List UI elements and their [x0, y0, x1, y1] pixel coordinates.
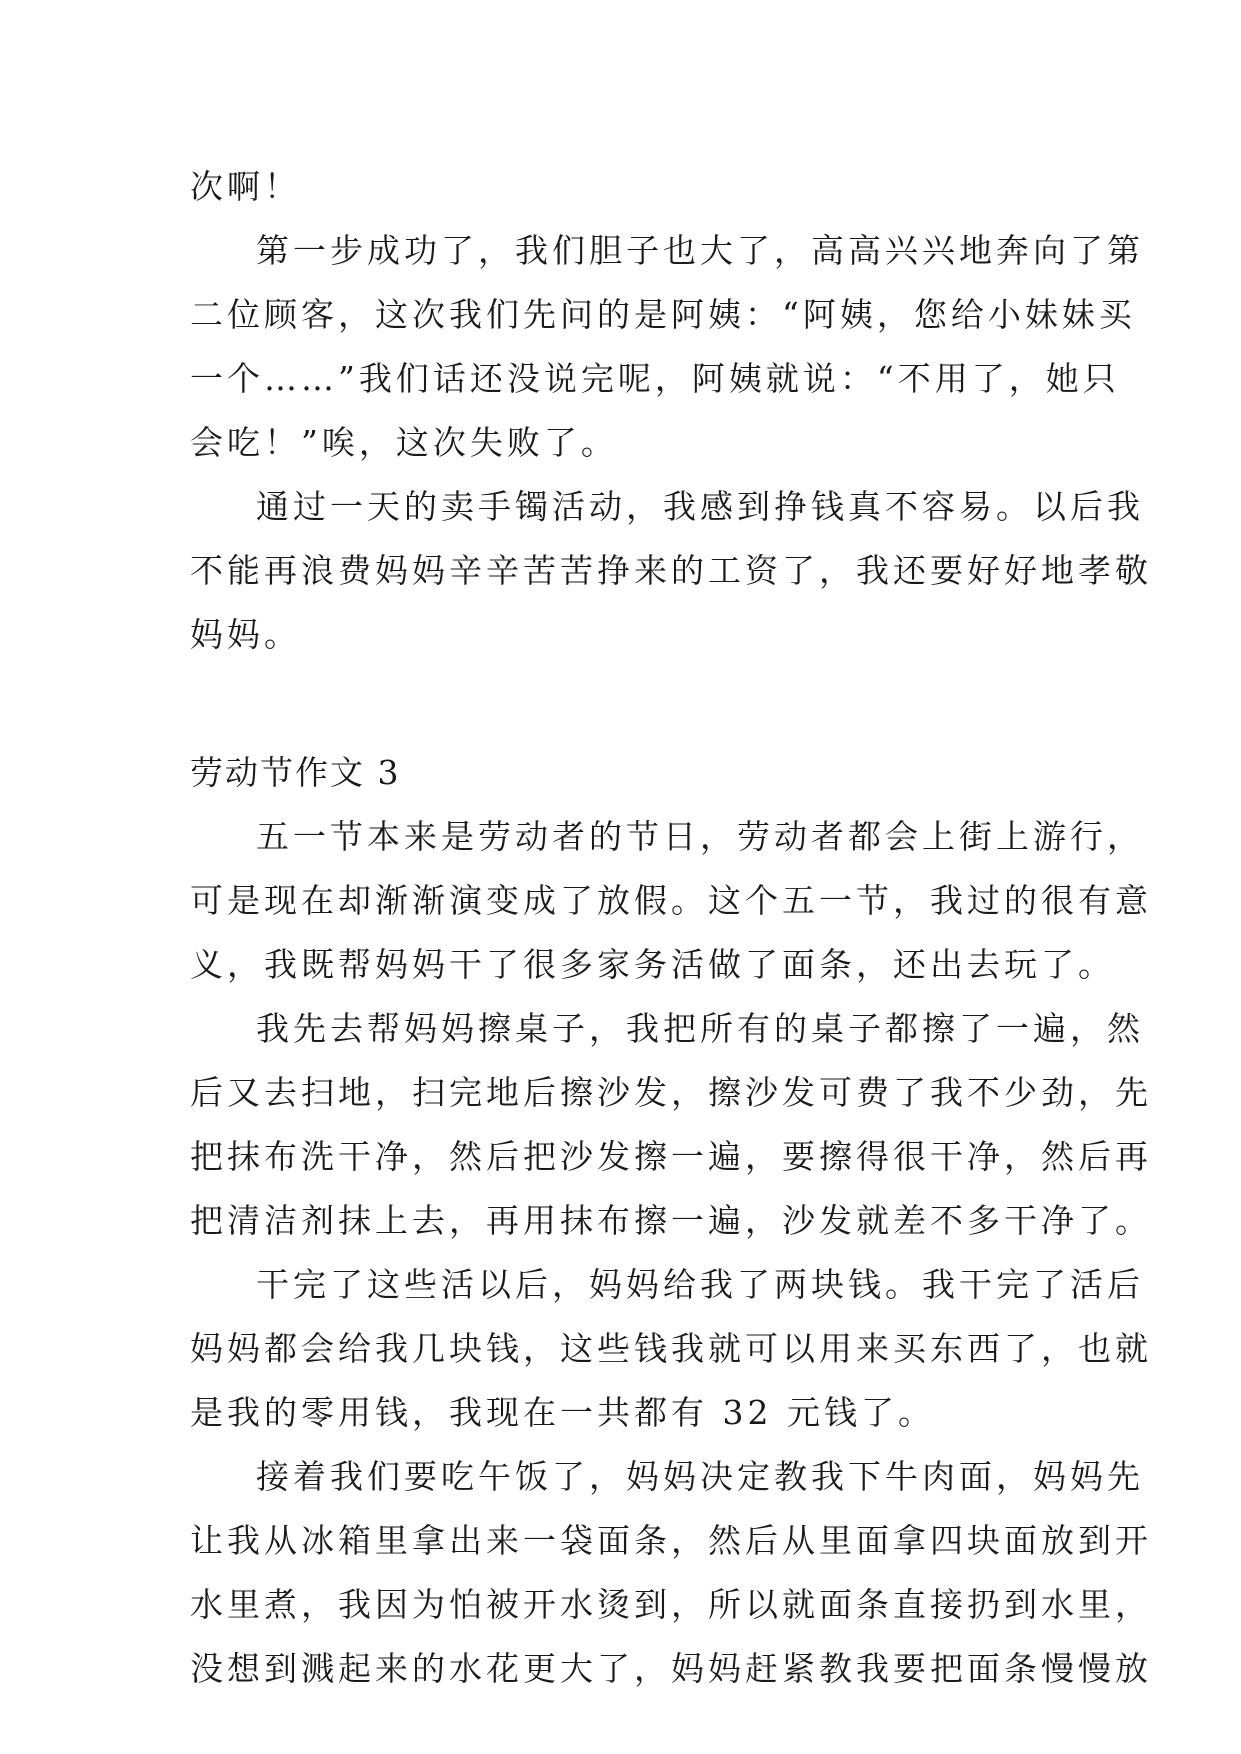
paragraph-start-line: 我先去帮妈妈擦桌子，我把所有的桌子都擦了一遍，然 — [256, 1009, 1144, 1048]
text-line: 妈妈都会给我几块钱，这些钱我就可以用来买东西了，也就 — [190, 1329, 1152, 1368]
text-line: 二位顾客，这次我们先问的是阿姨：“阿姨，您给小妹妹买 — [190, 295, 1136, 334]
section-title: 劳动节作文 3 — [190, 753, 401, 792]
text-line: 义，我既帮妈妈干了很多家务活做了面条，还出去玩了。 — [190, 945, 1115, 984]
text-line: 后又去扫地，扫完地后擦沙发，擦沙发可费了我不少劲，先 — [190, 1073, 1152, 1112]
text-line: 让我从冰箱里拿出来一袋面条，然后从里面拿四块面放到开 — [190, 1521, 1152, 1560]
paragraph-start-line: 第一步成功了，我们胆子也大了，高高兴兴地奔向了第 — [256, 231, 1144, 270]
text-line: 把清洁剂抹上去，再用抹布擦一遍，沙发就差不多干净了。 — [190, 1201, 1152, 1240]
text-line: 妈妈。 — [190, 615, 301, 654]
text-line: 把抹布洗干净，然后把沙发擦一遍，要擦得很干净，然后再 — [190, 1137, 1152, 1176]
paragraph-start-line: 五一节本来是劳动者的节日，劳动者都会上街上游行， — [256, 817, 1144, 856]
text-line: 是我的零用钱，我现在一共都有 32 元钱了。 — [190, 1393, 935, 1432]
section-spacer — [190, 667, 1070, 741]
document-body — [190, 155, 1152, 1701]
text-line: 没想到溅起来的水花更大了，妈妈赶紧教我要把面条慢慢放 — [190, 1649, 1152, 1688]
text-line: 可是现在却渐渐演变成了放假。这个五一节，我过的很有意 — [190, 881, 1152, 920]
text-line: 一个……”我们话还没说完呢，阿姨就说：“不用了，她只 — [190, 359, 1120, 398]
text-line: 次啊！ — [190, 167, 301, 206]
text-line: 水里煮，我因为怕被开水烫到，所以就面条直接扔到水里， — [190, 1585, 1152, 1624]
text-line: 会吃！”唉，这次失败了。 — [190, 423, 618, 462]
text-line: 不能再浪费妈妈辛辛苦苦挣来的工资了，我还要好好地孝敬 — [190, 551, 1152, 590]
paragraph-start-line: 接着我们要吃午饭了，妈妈决定教我下牛肉面，妈妈先 — [256, 1457, 1144, 1496]
paragraph-start-line: 通过一天的卖手镯活动，我感到挣钱真不容易。以后我 — [256, 487, 1144, 526]
paragraph-start-line: 干完了这些活以后，妈妈给我了两块钱。我干完了活后 — [256, 1265, 1144, 1304]
